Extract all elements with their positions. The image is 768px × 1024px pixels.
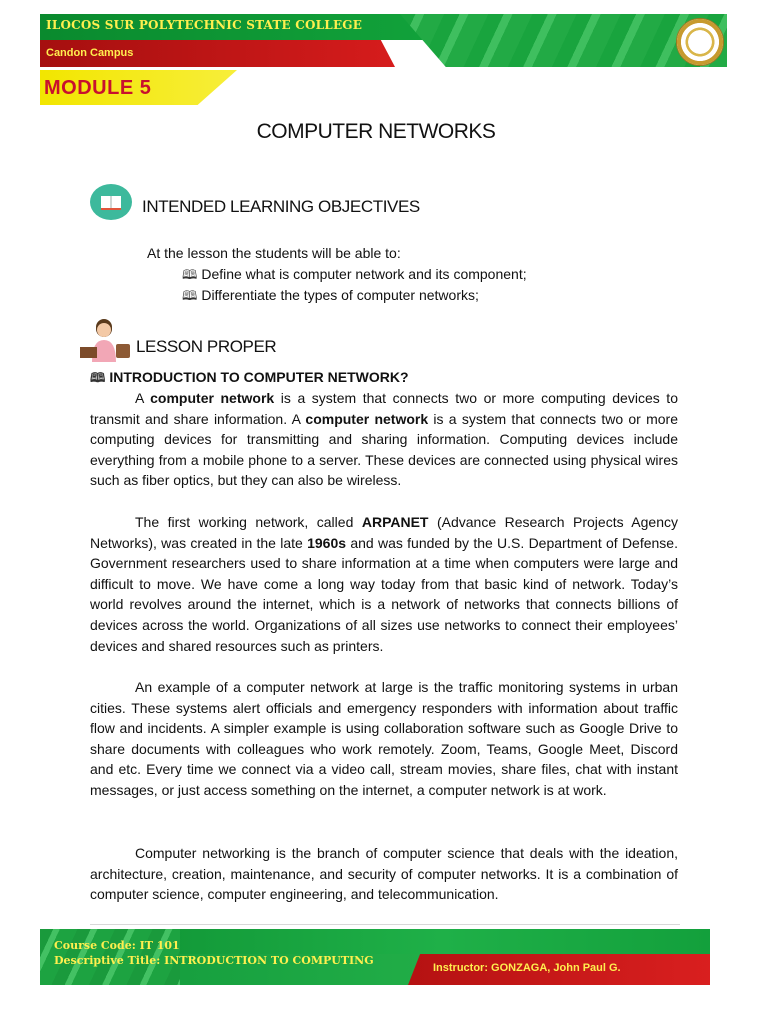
book-bullet-icon: 🕮 bbox=[182, 289, 198, 304]
footer-divider bbox=[90, 924, 680, 925]
book-bullet-icon: 🕮 bbox=[90, 371, 106, 386]
school-name: ILOCOS SUR POLYTECHNIC STATE COLLEGE bbox=[46, 18, 363, 32]
book-bullet-icon: 🕮 bbox=[182, 268, 198, 283]
page-title: COMPUTER NETWORKS bbox=[256, 120, 496, 143]
module-label: MODULE 5 bbox=[44, 77, 152, 99]
objectives-heading: INTENDED LEARNING OBJECTIVES bbox=[142, 197, 420, 216]
teacher-icon bbox=[78, 318, 132, 362]
campus-name: Candon Campus bbox=[46, 47, 134, 59]
objective-item: 🕮 Define what is computer network and its component; bbox=[182, 266, 527, 283]
instructor-name: Instructor: GONZAGA, John Paul G. bbox=[433, 962, 621, 974]
paragraph-4: Computer networking is the branch of computer science that deals with the ideation, architecture, creation, maintenance, and security of computer networks. It is a combination of computer science, computer engineering, and telecommunication. bbox=[90, 845, 678, 903]
paragraph-2: The first working network, called ARPANET (Advance Research Projects Agency Networks), was created in the late 1960s and was funded by the U.S. Department of Defense. Government researchers used to share information at a time when computers were large and difficult to move. We have come a long way today from that basic kind of network. Today’s world revolves around the internet, which is a network of networks that connects billions of devices across the world. Organizations of all sizes use networks to connect their employees’ devices and shared resources such as printers. bbox=[90, 514, 678, 654]
paragraph-1: A computer network is a system that connects two or more computing devices to transmit and share information. A computer network is a system that connects two or more computing devices for transmitting and sharing information. Computing devices include everything from a mobile phone to a server. These devices are connected using physical wires such as fiber optics, but they can also be wireless. bbox=[90, 390, 678, 489]
objective-item: 🕮 Differentiate the types of computer networks; bbox=[182, 287, 479, 304]
descriptive-title: Descriptive Title: INTRODUCTION TO COMPUTING bbox=[54, 954, 374, 967]
open-book-icon bbox=[90, 184, 132, 220]
college-seal-icon bbox=[676, 18, 724, 66]
objectives-intro: At the lesson the students will be able to: bbox=[147, 245, 401, 261]
paragraph-3: An example of a computer network at large is the traffic monitoring systems in urban cities. These systems alert officials and emergency responders with information about traffic flow and incidents. A simpler example is using collaboration software such as Google Drive to share documents with colleagues who work remotely. Zoom, Teams, Google Meet, Discord and etc. Every time we connect via a video call, stream movies, share files, chat with instant messages, or just access something on the internet, a computer network is at work. bbox=[90, 679, 678, 798]
course-code: Course Code: IT 101 bbox=[54, 939, 180, 952]
lesson-heading: LESSON PROPER bbox=[136, 337, 277, 356]
lesson-subheading: 🕮 INTRODUCTION TO COMPUTER NETWORK? bbox=[90, 369, 409, 386]
